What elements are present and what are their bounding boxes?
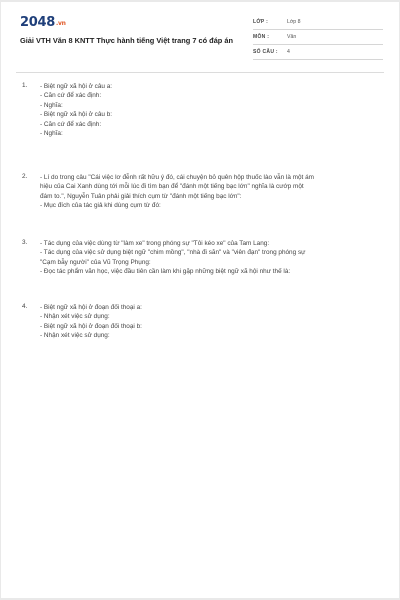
document-title: Giải VTH Văn 8 KNTT Thực hành tiếng Việt trang 7 có đáp án: [20, 36, 234, 45]
question-number: 3.: [22, 239, 28, 246]
meta-key: LỚP :: [253, 19, 269, 25]
answer-line: - Mục đích của tác giả khi dùng cụm từ đó:: [40, 202, 161, 210]
answer-line: - Biệt ngữ xã hội ở câu a:: [40, 83, 113, 90]
answer-line: - Biệt ngữ xã hội ở đoạn đối thoại a:: [40, 304, 142, 311]
worksheet-page: [1, 2, 399, 598]
question-number: 1.: [22, 82, 28, 89]
answer-line: - Tác dụng của việc sử dụng biệt ngữ "chim mồng", "nhà đi săn" và "viên đạn" trong phóng sự: [40, 249, 306, 257]
answer-line: - Tác dụng của việc dùng từ "làm xe" trong phóng sự "Tôi kéo xe" của Tam Lang:: [40, 240, 270, 247]
site-logo[interactable]: [20, 15, 66, 30]
meta-row-subject: [253, 31, 383, 45]
meta-info: [253, 16, 383, 60]
page-header: [1, 2, 399, 66]
answer-line: - Nhận xét việc sử dụng:: [40, 313, 110, 321]
question-lines: [40, 173, 384, 211]
question-lines: [40, 303, 384, 341]
answer-line: - Nghĩa:: [40, 101, 63, 109]
header-divider: [16, 72, 384, 73]
answer-line: - Nhận xét việc sử dụng:: [40, 332, 110, 340]
meta-row-grade: [253, 16, 383, 30]
answer-line: hiệu của Cai Xanh dùng tới mỗi lúc đi tìm bạn để "đánh một tiếng bạc lớn" nghĩa là cướp một: [40, 183, 304, 191]
meta-key: SỐ CÂU :: [253, 49, 278, 55]
meta-row-question-count: [253, 46, 383, 60]
logo-suffix: .vn: [55, 20, 66, 27]
answer-line: "Cạm bẫy người" của Vũ Trọng Phụng:: [40, 258, 151, 266]
question-number: 4.: [22, 303, 28, 310]
answer-line: - Lí do trong câu "Cái việc lơ đễnh rất hữu ý đó, cái chuyện bỏ quên hộp thuốc lào vẫn là một ám: [40, 174, 314, 181]
answer-line: - Nghĩa:: [40, 130, 63, 138]
answer-line: - Căn cứ để xác định:: [40, 120, 102, 128]
question-number: 2.: [22, 173, 28, 180]
answer-line: - Biệt ngữ xã hội ở câu b:: [40, 111, 113, 119]
answer-line: - Căn cứ để xác định:: [40, 92, 102, 100]
question-lines: [40, 82, 384, 138]
answer-line: đám to.", Nguyễn Tuân phải giải thích cụm từ "đánh một tiếng bạc lớn":: [40, 192, 242, 200]
question-lines: [40, 239, 384, 277]
answer-line: - Biệt ngữ xã hội ở đoạn đối thoại b:: [40, 322, 142, 330]
logo-main: 2048: [20, 15, 55, 30]
meta-value: Văn: [287, 34, 297, 40]
meta-key: MÔN :: [253, 34, 270, 40]
meta-value: Lớp 8: [287, 19, 301, 25]
meta-value: 4: [287, 49, 290, 55]
answer-line: - Đọc tác phẩm văn học, việc đầu tiên cần làm khi gặp những biệt ngữ xã hội như thế là:: [40, 268, 291, 276]
